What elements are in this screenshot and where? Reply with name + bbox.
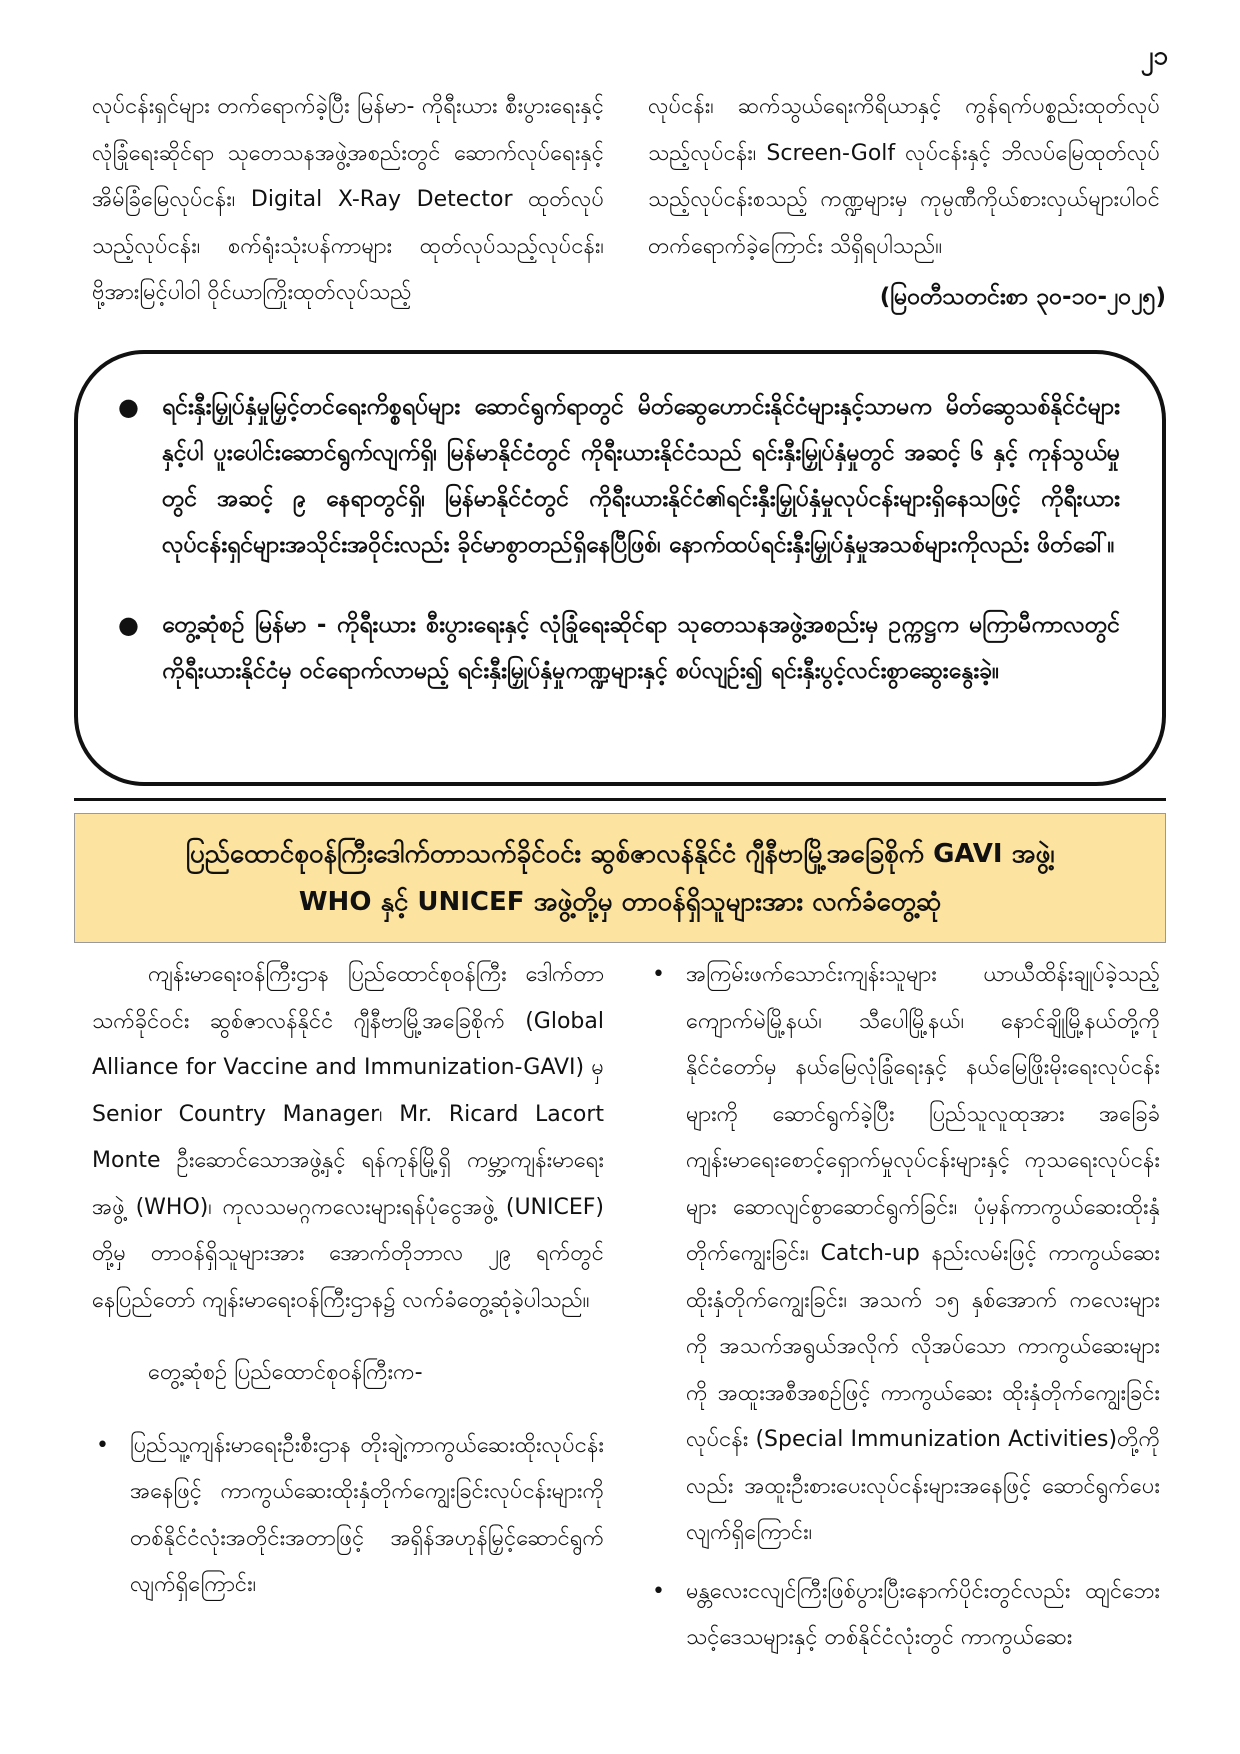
list-item-text: အကြမ်းဖက်သောင်းကျန်းသူများ ယာယီထိန်းချုပ်ခဲ့သည့် ကျောက်မဲမြို့နယ်၊ သီပေါမြို့နယ်၊ နောင်ချိုမြို့နယ်တို့ကို နိုင်ငံတော်မှ နယ်မြေလုံခြုံရေးနှင့် နယ်မြေဖြိုးမိုးရေးလုပ်ငန်းများကို ဆောင်ရွက်ခဲ့ပြီး ပြည်သူလူထုအား အခြေခံကျန်းမာရေးစောင့်ရှောက်မှုလုပ်ငန်းများနှင့် ကုသရေးလုပ်ငန်းများ ဆောလျင်စွာဆောင်ရွက်ခြင်း၊ ပုံမှန်ကာကွယ်ဆေးထိုးနှံတိုက်ကျွေးခြင်း၊ Catch-up နည်းလမ်းဖြင့် ကာကွယ်ဆေးထိုးနှံတိုက်ကျွေးခြင်း၊ အသက် ၁၅ နှစ်အောက် ကလေးများကို အသက်အရွယ်အလိုက် လိုအပ်သော ကာကွယ်ဆေးများကို အထူးအစီအစဉ်ဖြင့် ကာကွယ်ဆေး ထိုးနှံတိုက်ကျွေးခြင်းလုပ်ငန်း (Special Immunization Activities)တို့ကိုလည်း အထူးဦးစားပေးလုပ်ငန်းများအနေဖြင့် ဆောင်ရွက်ပေးလျက်ရှိကြောင်း၊ [686, 962, 1160, 1545]
spacer [92, 1397, 604, 1423]
list-item [648, 952, 1160, 1557]
list-item [92, 1423, 604, 1609]
article-headline [74, 813, 1166, 943]
headline-line-1: ပြည်ထောင်စုဝန်ကြီးဒေါက်တာသက်ခိုင်ဝင်း ဆွစ်ဇာလန်နိုင်ငံ ဂျီနီဗာမြို့အခြေစိုက် GAVI အဖွဲ့၊ [185, 839, 1055, 869]
bullet-icon: ● [118, 611, 139, 639]
source-citation: (မြဝတီသတင်းစာ ၃၀-၁၀-၂၀၂၅) [879, 284, 1166, 310]
paragraph: လုပ်ငန်းရှင်များ တက်ရောက်ခဲ့ပြီး မြန်မာ- ကိုရီးယား စီးပွားရေးနှင့် လုံခြုံရေးဆိုင်ရာ သုတေသနအဖွဲ့အစည်းတွင် ဆောက်လုပ်ရေးနှင့် အိမ်ခြံမြေလုပ်ငန်း၊ Digital X-Ray Detector ထုတ်လုပ်သည့်လုပ်ငန်း၊ စက်ရုံးသုံးပန်ကာများ ထုတ်လုပ်သည့်လုပ်ငန်း၊ ဗို့အားမြင့်ပါဝါ ဝိုင်ယာကြိုးထုတ်လုပ်သည့် [92, 94, 604, 305]
intro-paragraph: ကျန်းမာရေးဝန်ကြီးဌာန ပြည်ထောင်စုဝန်ကြီး ဒေါက်တာ သက်ခိုင်ဝင်း ဆွစ်ဇာလန်နိုင်ငံ ဂျီနီဗာမြို့အခြေစိုက် (Global Alliance for Vaccine and Immunization-GAVI) မှ Senior Country Manager၊ Mr. Ricard Lacort Monte ဦးဆောင်သောအဖွဲ့နှင့် ရန်ကုန်မြို့ရှိ ကမ္ဘာ့ကျန်းမာရေးအဖွဲ့ (WHO)၊ ကုလသမဂ္ဂကလေးများရန်ပုံငွေအဖွဲ့ (UNICEF) တို့မှ တာဝန်ရှိသူများအား အောက်တိုဘာလ ၂၉ ရက်တွင် နေပြည်တော် ကျန်းမာရေးဝန်ကြီးဌာန၌ လက်ခံတွေ့ဆုံခဲ့ပါသည်။ [92, 962, 604, 1313]
bullet-icon: • [652, 962, 665, 987]
spacer [92, 1324, 604, 1350]
summary-list [110, 384, 1120, 728]
list-item [648, 1569, 1160, 1662]
lead-paragraph: တွေ့ဆုံစဉ် ပြည်ထောင်စုဝန်ကြီးက- [148, 1360, 423, 1385]
bullet-icon: ● [118, 393, 139, 421]
summary-item [110, 384, 1120, 568]
article-body-right [648, 952, 1160, 1662]
summary-item-text: ရင်းနှီးမြှုပ်နှံမှုမြှင့်တင်ရေးကိစ္စရပ်များ ဆောင်ရွက်ရာတွင် မိတ်ဆွေဟောင်းနိုင်ငံများနှင့်သာမက မိတ်ဆွေသစ်နိုင်ငံများနှင့်ပါ ပူးပေါင်းဆောင်ရွက်လျက်ရှိ၊ မြန်မာနိုင်ငံတွင် ကိုရီးယားနိုင်ငံသည် ရင်းနှီးမြှုပ်နှံမှုတွင် အဆင့် ၆ နှင့် ကုန်သွယ်မှုတွင် အဆင့် ၉ နေရာတွင်ရှိ၊ မြန်မာနိုင်ငံတွင် ကိုရီးယားနိုင်ငံ၏ရင်းနှီးမြှုပ်နှံမှုလုပ်ငန်းများရှိနေသဖြင့် ကိုရီးယား လုပ်ငန်းရှင်များအသိုင်းအဝိုင်းလည်း ခိုင်မာစွာတည်ရှိနေပြီဖြစ်၊ နောက်ထပ်ရင်းနှီးမြှုပ်နှံမှုအသစ်များကိုလည်း ဖိတ်ခေါ်။ [162, 394, 1120, 558]
summary-callout-box [74, 350, 1166, 786]
summary-item [110, 602, 1120, 694]
bullet-icon: • [96, 1432, 109, 1458]
paragraph: လုပ်ငန်း၊ ဆက်သွယ်ရေးကိရိယာနှင့် ကွန်ရက်ပစ္စည်းထုတ်လုပ်သည့်လုပ်ငန်း၊ Screen-Golf လုပ်ငန်းနှင့် ဘိလပ်မြေထုတ်လုပ်သည့်လုပ်ငန်းစသည့် ကဏ္ဍများမှ ကုမ္ပဏီကိုယ်စားလှယ်များပါဝင်တက်ရောက်ခဲ့ကြောင်း သိရှိရပါသည်။ [648, 94, 1160, 259]
article-continuation-right [648, 84, 1160, 270]
spacer [648, 1557, 1160, 1569]
bullet-icon: • [652, 1578, 665, 1604]
summary-item-text: တွေ့ဆုံစဉ် မြန်မာ - ကိုရီးယား စီးပွားရေးနှင့် လုံခြုံရေးဆိုင်ရာ သုတေသနအဖွဲ့အစည်းမှ ဥက္ကဋ္ဌက မကြာမီကာလတွင် ကိုရီးယားနိုင်ငံမှ ဝင်ရောက်လာမည့် ရင်းနှီးမြှုပ်နှံမှုကဏ္ဍများနှင့် စပ်လျဉ်း၍ ရင်းနှီးပွင့်လင်းစွာဆွေးနွေးခဲ့။ [162, 612, 1120, 684]
headline-line-2: WHO နှင့် UNICEF အဖွဲ့တို့မှ တာဝန်ရှိသူများအား လက်ခံတွေ့ဆုံ [298, 887, 942, 917]
list-item-text: ပြည်သူ့ကျန်းမာရေးဦးစီးဌာန တိုးချဲ့ကာကွယ်ဆေးထိုးလုပ်ငန်းအနေဖြင့် ကာကွယ်ဆေးထိုးနှံတိုက်ကျွေးခြင်းလုပ်ငန်းများကို တစ်နိုင်ငံလုံးအတိုင်းအတာဖြင့် အရှိန်အဟုန်မြှင့်ဆောင်ရွက်လျက်ရှိကြောင်း၊ [130, 1432, 604, 1597]
list-item-text: မန္တလေးငလျင်ကြီးဖြစ်ပွားပြီးနောက်ပိုင်းတွင်လည်း ထျင်ဘေးသင့်ဒေသများနှင့် တစ်နိုင်ငံလုံးတွင် ကာကွယ်ဆေး [686, 1578, 1160, 1650]
article-continuation-left [92, 84, 604, 317]
article-body-left [92, 952, 604, 1609]
section-divider [74, 798, 1166, 801]
page-number: ၂၁ [1140, 41, 1168, 71]
